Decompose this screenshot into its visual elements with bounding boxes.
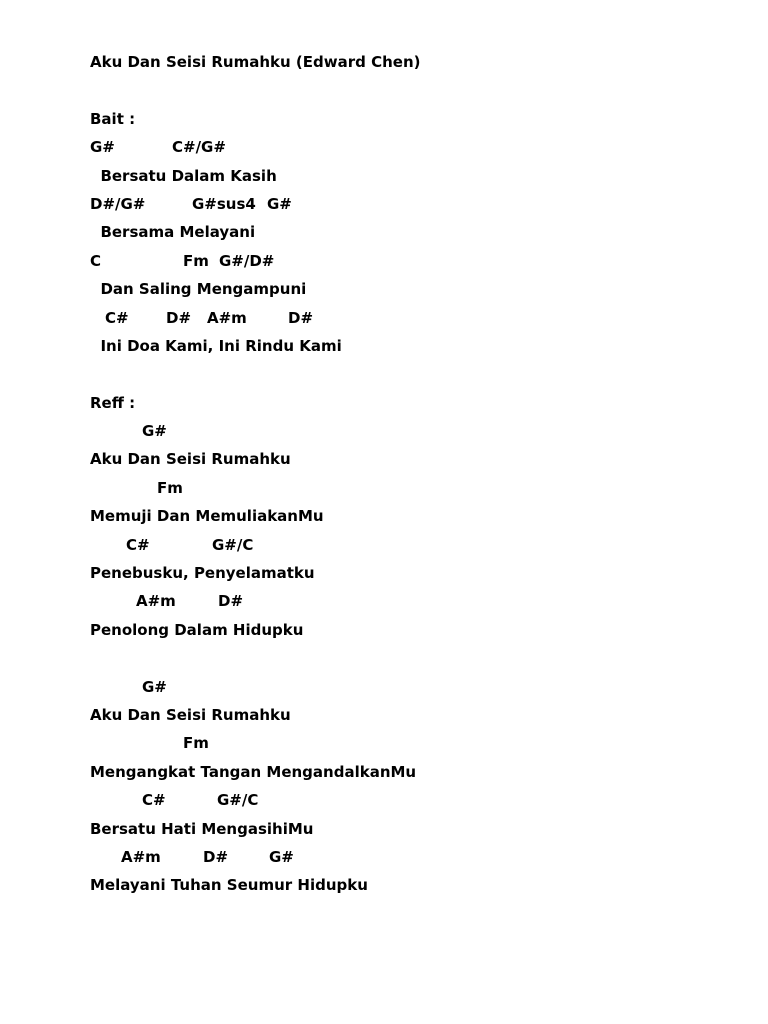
chord: Fm	[157, 478, 183, 497]
chord: G#	[269, 847, 294, 866]
spacer	[90, 360, 730, 388]
chord-line	[90, 133, 730, 161]
chord-line	[90, 304, 730, 332]
lyric-line: Dan Saling Mengampuni	[90, 280, 307, 299]
spacer	[90, 644, 730, 672]
lyric-line: Ini Doa Kami, Ini Rindu Kami	[90, 336, 342, 355]
chord: G#	[267, 194, 292, 213]
chord: Fm	[183, 734, 209, 753]
spacer	[90, 76, 730, 104]
chord: A#m	[207, 308, 247, 327]
chord: G#	[142, 422, 167, 441]
chord-line	[90, 247, 730, 275]
lyric-line: Penebusku, Penyelamatku	[90, 564, 315, 583]
chord: G#/C	[212, 535, 254, 554]
chord: C#	[126, 535, 150, 554]
section-label-reff: Reff :	[90, 393, 136, 412]
section-label-bait: Bait :	[90, 109, 136, 128]
chord: G#/D#	[219, 251, 275, 270]
lyric-line: Bersatu Hati MengasihiMu	[90, 819, 314, 838]
chord: C#	[105, 308, 129, 327]
chord: C#	[142, 791, 166, 810]
lyric-line: Aku Dan Seisi Rumahku	[90, 450, 291, 469]
lyric-line: Penolong Dalam Hidupku	[90, 620, 304, 639]
chord-sheet	[90, 48, 730, 900]
chord: A#m	[136, 592, 176, 611]
chord: G#	[142, 677, 167, 696]
chord: D#/G#	[90, 194, 146, 213]
lyric-line: Bersama Melayani	[90, 223, 256, 242]
chord-line	[90, 474, 730, 502]
chord: C	[90, 251, 102, 270]
chord-line	[90, 786, 730, 814]
lyric-line: Bersatu Dalam Kasih	[90, 166, 277, 185]
chord: G#sus4	[192, 194, 256, 213]
chord: A#m	[121, 847, 161, 866]
lyric-line: Aku Dan Seisi Rumahku	[90, 705, 291, 724]
chord-line	[90, 531, 730, 559]
chord: G#	[90, 138, 115, 157]
chord: D#	[203, 847, 229, 866]
chord-line	[90, 587, 730, 615]
chord: D#	[218, 592, 244, 611]
chord-line	[90, 417, 730, 445]
chord-line	[90, 843, 730, 871]
chord-line	[90, 190, 730, 218]
song-title: Aku Dan Seisi Rumahku (Edward Chen)	[90, 53, 421, 71]
chord: G#/C	[217, 791, 259, 810]
chord: D#	[166, 308, 192, 327]
chord: Fm	[183, 251, 209, 270]
lyric-line: Mengangkat Tangan MengandalkanMu	[90, 762, 417, 781]
chord: D#	[288, 308, 314, 327]
chord-line	[90, 729, 730, 757]
lyric-line: Memuji Dan MemuliakanMu	[90, 507, 324, 526]
chord-line	[90, 673, 730, 701]
chord: C#/G#	[172, 138, 226, 157]
lyric-line: Melayani Tuhan Seumur Hidupku	[90, 876, 368, 895]
